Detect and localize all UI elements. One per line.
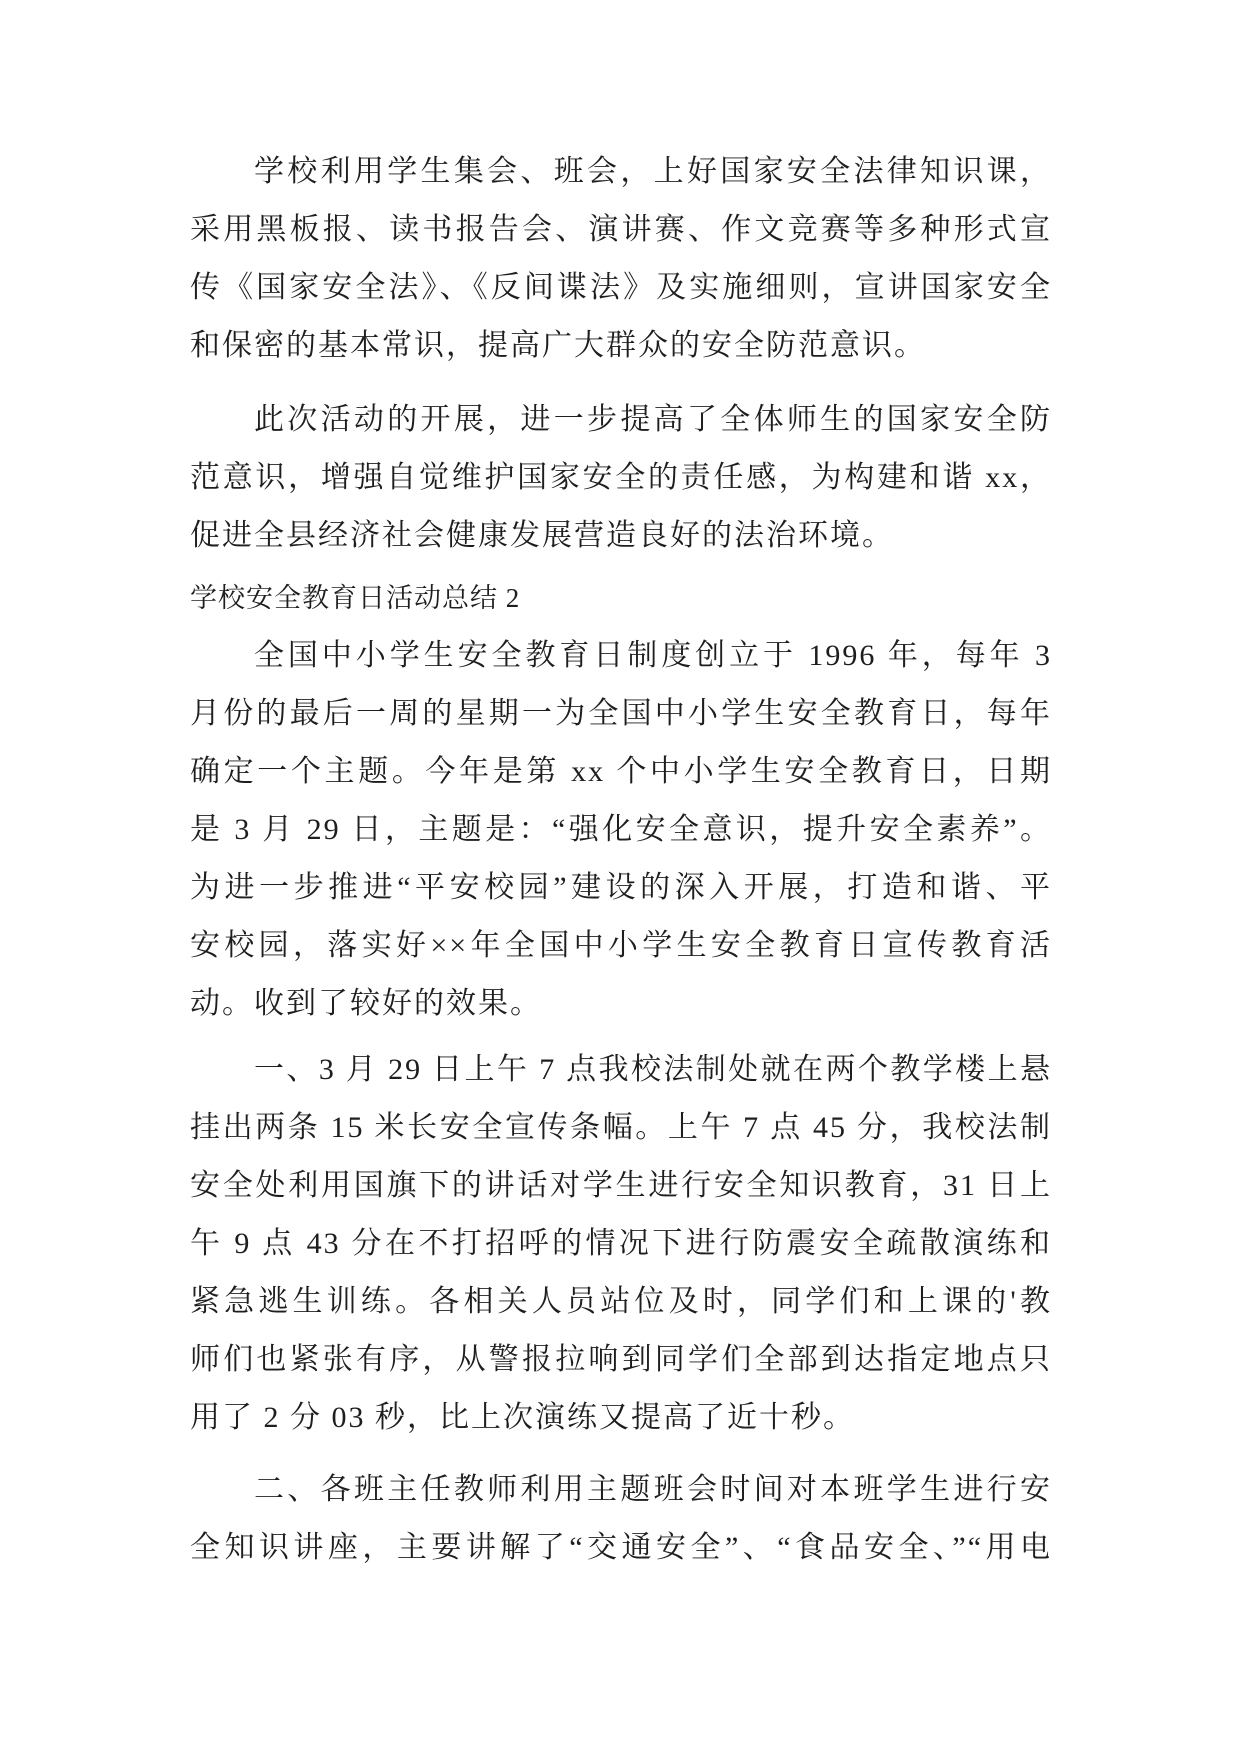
text-line: 安全处利用国旗下的讲话对学生进行安全知识教育，31 日上 (190, 1169, 1052, 1202)
body-paragraph (190, 391, 1052, 565)
text-line: 采用黑板报、读书报告会、演讲赛、作文竞赛等多种形式宣 (190, 213, 1052, 246)
text-line: 一、3 月 29 日上午 7 点我校法制处就在两个教学楼上悬 (254, 1053, 1052, 1086)
text-line: 传《国家安全法》、《反间谍法》及实施细则，宣讲国家安全 (190, 271, 1052, 304)
text-line: 学校利用学生集会、班会，上好国家安全法律知识课， (254, 155, 1052, 188)
text-line: 二、各班主任教师利用主题班会时间对本班学生进行安 (254, 1473, 1052, 1506)
text-line: 此次活动的开展，进一步提高了全体师生的国家安全防 (254, 403, 1052, 436)
document-body (190, 143, 1052, 1577)
text-line: 全知识讲座，主要讲解了“交通安全”、“食品安全、”“用电 (190, 1531, 1052, 1564)
text-line: 挂出两条 15 米长安全宣传条幅。上午 7 点 45 分，我校法制 (190, 1111, 1052, 1144)
section-heading-text: 学校安全教育日活动总结 2 (190, 583, 521, 613)
body-paragraph (190, 627, 1052, 1033)
body-paragraph (190, 1461, 1052, 1577)
body-paragraph (190, 1041, 1052, 1447)
text-line: 和保密的基本常识，提高广大群众的安全防范意识。 (190, 329, 926, 362)
text-line: 全国中小学生安全教育日制度创立于 1996 年，每年 3 (254, 639, 1052, 672)
body-paragraph (190, 143, 1052, 375)
text-line: 用了 2 分 03 秒，比上次演练又提高了近十秒。 (190, 1401, 855, 1434)
text-line: 动。收到了较好的效果。 (190, 987, 542, 1020)
text-line: 午 9 点 43 分在不打招呼的情况下进行防震安全疏散演练和 (190, 1227, 1052, 1260)
section-heading (190, 569, 1052, 627)
text-line: 安校园，落实好××年全国中小学生安全教育日宣传教育活 (190, 929, 1052, 962)
text-line: 确定一个主题。今年是第 xx 个中小学生安全教育日，日期 (190, 755, 1052, 788)
text-line: 紧急逃生训练。各相关人员站位及时，同学们和上课的'教 (190, 1285, 1052, 1318)
text-line: 月份的最后一周的星期一为全国中小学生安全教育日，每年 (190, 697, 1052, 730)
text-line: 范意识，增强自觉维护国家安全的责任感，为构建和谐 xx， (190, 461, 1052, 494)
text-line: 为进一步推进“平安校园”建设的深入开展，打造和谐、平 (190, 871, 1052, 904)
text-line: 促进全县经济社会健康发展营造良好的法治环境。 (190, 519, 894, 552)
text-line: 师们也紧张有序，从警报拉响到同学们全部到达指定地点只 (190, 1343, 1052, 1376)
text-line: 是 3 月 29 日，主题是：“强化安全意识，提升安全素养”。 (190, 813, 1052, 846)
